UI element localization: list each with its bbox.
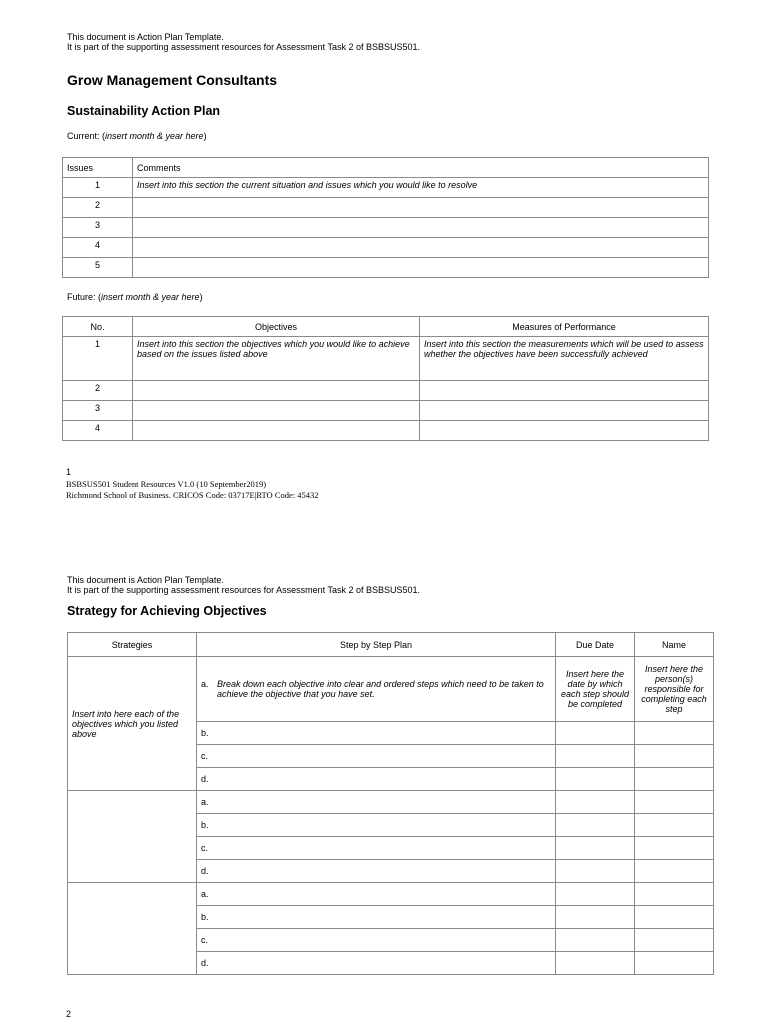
- name-cell[interactable]: [635, 745, 714, 768]
- name-cell[interactable]: [635, 883, 714, 906]
- comment-cell[interactable]: [133, 258, 709, 278]
- name-cell[interactable]: [635, 814, 714, 837]
- strategy-table: [67, 632, 714, 975]
- name-cell[interactable]: [635, 860, 714, 883]
- issues-header: Issues: [63, 158, 133, 178]
- table-row: 3: [63, 401, 709, 421]
- step-cell[interactable]: c.: [197, 745, 556, 768]
- due-date-cell[interactable]: Insert here the date by which each step should be completed: [556, 657, 635, 722]
- due-date-cell[interactable]: [556, 722, 635, 745]
- step-plan-header: Step by Step Plan: [197, 633, 556, 657]
- table-row: [68, 791, 714, 814]
- footer-line-1: BSBSUS501 Student Resources V1.0 (10 September2019): [66, 479, 267, 489]
- step-cell[interactable]: d.: [197, 768, 556, 791]
- due-date-cell[interactable]: [556, 791, 635, 814]
- objective-cell[interactable]: [133, 401, 420, 421]
- due-date-cell[interactable]: [556, 860, 635, 883]
- step-cell[interactable]: d.: [197, 860, 556, 883]
- objectives-table: [62, 316, 709, 441]
- comment-cell[interactable]: [133, 198, 709, 218]
- company-title: Grow Management Consultants: [67, 72, 278, 88]
- future-line: Future: (insert month & year here): [67, 292, 203, 302]
- objective-cell[interactable]: [133, 381, 420, 401]
- strategy-cell[interactable]: [68, 791, 197, 883]
- objective-cell[interactable]: Insert into this section the objectives which you would like to achieve based on the issues listed above: [133, 337, 420, 381]
- header-line-1: This document is Action Plan Template.: [67, 575, 224, 585]
- header-line-2: It is part of the supporting assessment resources for Assessment Task 2 of BSBSUS501.: [67, 585, 421, 595]
- table-row: 2: [63, 198, 709, 218]
- step-cell[interactable]: a.: [197, 883, 556, 906]
- due-date-cell[interactable]: [556, 837, 635, 860]
- due-date-cell[interactable]: [556, 929, 635, 952]
- page1-header: [67, 32, 420, 52]
- due-date-cell[interactable]: [556, 814, 635, 837]
- table-row: 3: [63, 218, 709, 238]
- due-date-cell[interactable]: [556, 768, 635, 791]
- plan-title: Sustainability Action Plan: [67, 104, 221, 118]
- header-line-2: It is part of the supporting assessment resources for Assessment Task 2 of BSBSUS501.: [67, 42, 421, 52]
- table-row: 1 Insert into this section the current situation and issues which you would like to resolve: [63, 178, 709, 198]
- issues-table: [62, 157, 709, 278]
- table-row: 4: [63, 421, 709, 441]
- step-cell[interactable]: a.: [197, 791, 556, 814]
- page-number: 1: [66, 467, 72, 477]
- name-cell[interactable]: [635, 837, 714, 860]
- table-row: [68, 883, 714, 906]
- current-line: Current: (insert month & year here): [67, 131, 207, 141]
- step-cell[interactable]: a. Break down each objective into clear and ordered steps which need to be taken to achieve the objective that you have set.: [197, 657, 556, 722]
- table-row: [68, 657, 714, 722]
- strategy-cell[interactable]: Insert into here each of the objectives which you listed above: [68, 657, 197, 791]
- due-date-cell[interactable]: [556, 883, 635, 906]
- step-cell[interactable]: d.: [197, 952, 556, 975]
- page1-footer: [66, 479, 319, 501]
- name-cell[interactable]: Insert here the person(s) responsible for completing each step: [635, 657, 714, 722]
- step-cell[interactable]: c.: [197, 837, 556, 860]
- due-date-cell[interactable]: [556, 745, 635, 768]
- header-line-1: This document is Action Plan Template.: [67, 32, 224, 42]
- name-cell[interactable]: [635, 791, 714, 814]
- measure-cell[interactable]: [420, 421, 709, 441]
- measure-cell[interactable]: [420, 381, 709, 401]
- table-row: 2: [63, 381, 709, 401]
- step-cell[interactable]: b.: [197, 722, 556, 745]
- page2-header: [67, 575, 420, 595]
- strategy-title: Strategy for Achieving Objectives: [67, 604, 267, 618]
- comment-cell[interactable]: Insert into this section the current situation and issues which you would like to resolve: [133, 178, 709, 198]
- comment-cell[interactable]: [133, 218, 709, 238]
- no-header: No.: [63, 317, 133, 337]
- name-cell[interactable]: [635, 722, 714, 745]
- name-cell[interactable]: [635, 768, 714, 791]
- page-number: 2: [66, 1009, 72, 1019]
- footer-line-2: Richmond School of Business. CRICOS Code: 03717E|RTO Code: 45432: [66, 490, 319, 500]
- name-header: Name: [635, 633, 714, 657]
- measure-cell[interactable]: [420, 401, 709, 421]
- table-row: 4: [63, 238, 709, 258]
- table-row: 1 Insert into this section the objectives which you would like to achieve based on the issues listed above Insert into this section the measurements which will be used to assess whether the objectives have been successfully achieved: [63, 337, 709, 381]
- name-cell[interactable]: [635, 929, 714, 952]
- due-date-header: Due Date: [556, 633, 635, 657]
- name-cell[interactable]: [635, 906, 714, 929]
- due-date-cell[interactable]: [556, 952, 635, 975]
- step-cell[interactable]: c.: [197, 929, 556, 952]
- measures-header: Measures of Performance: [420, 317, 709, 337]
- table-row: 5: [63, 258, 709, 278]
- name-cell[interactable]: [635, 952, 714, 975]
- step-cell[interactable]: b.: [197, 814, 556, 837]
- comments-header: Comments: [133, 158, 709, 178]
- measure-cell[interactable]: Insert into this section the measurements which will be used to assess whether the objectives have been successfully achieved: [420, 337, 709, 381]
- strategies-header: Strategies: [68, 633, 197, 657]
- comment-cell[interactable]: [133, 238, 709, 258]
- due-date-cell[interactable]: [556, 906, 635, 929]
- objectives-header: Objectives: [133, 317, 420, 337]
- step-cell[interactable]: b.: [197, 906, 556, 929]
- objective-cell[interactable]: [133, 421, 420, 441]
- strategy-cell[interactable]: [68, 883, 197, 975]
